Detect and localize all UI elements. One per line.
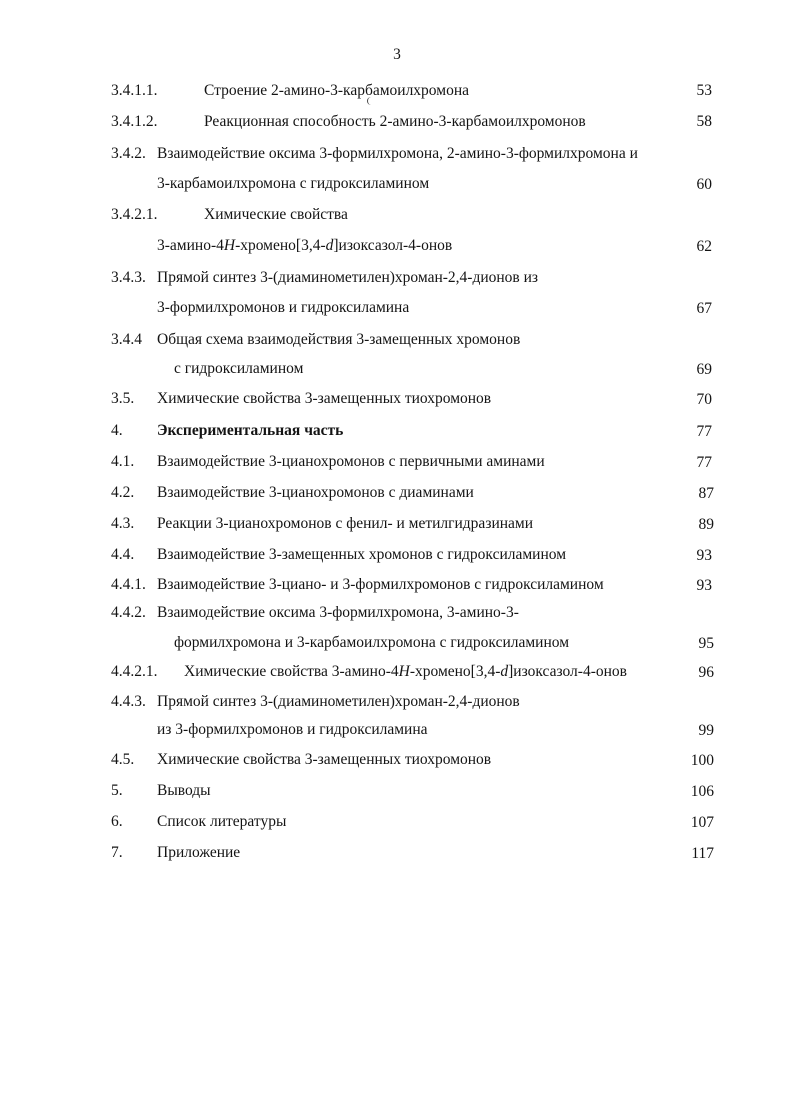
toc-entry-number: 3.4.2.1.: [111, 206, 158, 223]
toc-entry-page: 77: [696, 454, 712, 471]
toc-entry-number: 3.4.2.: [111, 145, 146, 162]
toc-entry-title-continuation: 3-карбамоилхромона с гидроксиламином: [157, 175, 430, 192]
toc-entry-title: Выводы: [157, 782, 211, 799]
toc-entry-page: 60: [696, 176, 712, 193]
toc-entry-page: 99: [698, 722, 714, 739]
stray-mark: [367, 97, 372, 105]
toc-entry-title-continuation: 3-формилхромонов и гидроксиламина: [157, 299, 410, 316]
toc-entry-title: Взаимодействие 3-цианохромонов с диаминами: [157, 484, 474, 501]
toc-entry-page: 96: [698, 664, 714, 681]
toc-entry-title: Общая схема взаимодействия 3-замещенных хромонов: [157, 331, 521, 348]
toc-entry-number: 4.3.: [111, 515, 135, 532]
toc-entry-number: 5.: [111, 782, 123, 799]
toc-entry-title-continuation: с гидроксиламином: [174, 360, 304, 377]
toc-entry-page: 58: [696, 113, 712, 130]
toc-entry-title: Взаимодействие оксима 3-формилхромона, 2-амино-3-формилхромона и: [157, 145, 638, 162]
toc-entry-page: 62: [696, 238, 712, 255]
toc-entry-page: 53: [696, 82, 712, 99]
toc-entry-title: Список литературы: [157, 813, 287, 830]
toc-entry-title: Реакции 3-цианохромонов с фенил- и метилгидразинами: [157, 515, 534, 532]
toc-entry-page: 89: [698, 516, 714, 533]
toc-entry-number: 4.4.: [111, 546, 135, 563]
toc-entry-title-continuation: из 3-формилхромонов и гидроксиламина: [157, 721, 428, 738]
toc-entry-title: Приложение: [157, 844, 241, 861]
toc-entry-number: 3.4.4: [111, 331, 142, 348]
toc-entry-title: Химические свойства 3-замещенных тиохромонов: [157, 751, 492, 768]
toc-entry-page: 93: [696, 547, 712, 564]
toc-entry-title: Химические свойства 3-замещенных тиохромонов: [157, 390, 492, 407]
toc-entry-page: 107: [690, 814, 714, 831]
toc-entry-title: Прямой синтез 3-(диаминометилен)хроман-2,4-дионов: [157, 693, 520, 710]
toc-entry-title: Взаимодействие оксима 3-формилхромона, 3-амино-3-: [157, 604, 519, 621]
toc-entry-page: 95: [698, 635, 714, 652]
toc-entry-number: 4.4.2.1.: [111, 663, 158, 680]
toc-entry-title: Взаимодействие 3-замещенных хромонов с гидроксиламином: [157, 546, 567, 563]
toc-entry-number: 4.2.: [111, 484, 135, 501]
toc-entry-title: Химические свойства 3-амино-4H-хромено[3,4-d]изоксазол-4-онов: [184, 663, 627, 680]
toc-entry-number: 4.1.: [111, 453, 135, 470]
toc-entry-title: Прямой синтез 3-(диаминометилен)хроман-2,4-дионов из: [157, 269, 539, 286]
toc-entry-title: Взаимодействие 3-цианохромонов с первичными аминами: [157, 453, 545, 470]
toc-entry-title: Взаимодействие 3-циано- и 3-формилхромонов с гидроксиламином: [157, 576, 604, 593]
toc-entry-number: 4.4.2.: [111, 604, 146, 621]
toc-entry-page: 106: [690, 783, 714, 800]
toc-entry-number: 3.5.: [111, 390, 135, 407]
toc-entry-title: Реакционная способность 2-амино-3-карбамоилхромонов: [204, 113, 586, 130]
toc-entry-page: 93: [696, 577, 712, 594]
toc-entry-number: 6.: [111, 813, 123, 830]
toc-entry-page: 70: [696, 391, 712, 408]
toc-entry-page: 69: [696, 361, 712, 378]
toc-entry-number: 7.: [111, 844, 123, 861]
toc-entry-page: 117: [691, 845, 714, 862]
toc-entry-number: 4.4.1.: [111, 576, 146, 593]
toc-entry-number: 4.4.3.: [111, 693, 146, 710]
toc-entry-title: Химические свойства: [204, 206, 348, 223]
toc-entry-page: 67: [696, 300, 712, 317]
toc-entry-page: 77: [696, 423, 712, 440]
toc-entry-number: 4.5.: [111, 751, 135, 768]
toc-entry-number: 4.: [111, 422, 123, 439]
toc-entry-number: 3.4.1.2.: [111, 113, 158, 130]
toc-entry-number: 3.4.3.: [111, 269, 146, 286]
page-number: 3: [393, 46, 401, 63]
toc-entry-page: 100: [690, 752, 714, 769]
toc-entry-page: 87: [698, 485, 714, 502]
toc-entry-title-continuation: 3-амино-4H-хромено[3,4-d]изоксазол-4-онов: [157, 237, 453, 254]
toc-entry-title: Строение 2-амино-3-карбамоилхромона: [204, 82, 469, 99]
toc-entry-title-continuation: формилхромона и 3-карбамоилхромона с гидроксиламином: [174, 634, 570, 651]
toc-entry-number: 3.4.1.1.: [111, 82, 158, 99]
toc-entry-title: Экспериментальная часть: [157, 422, 344, 439]
